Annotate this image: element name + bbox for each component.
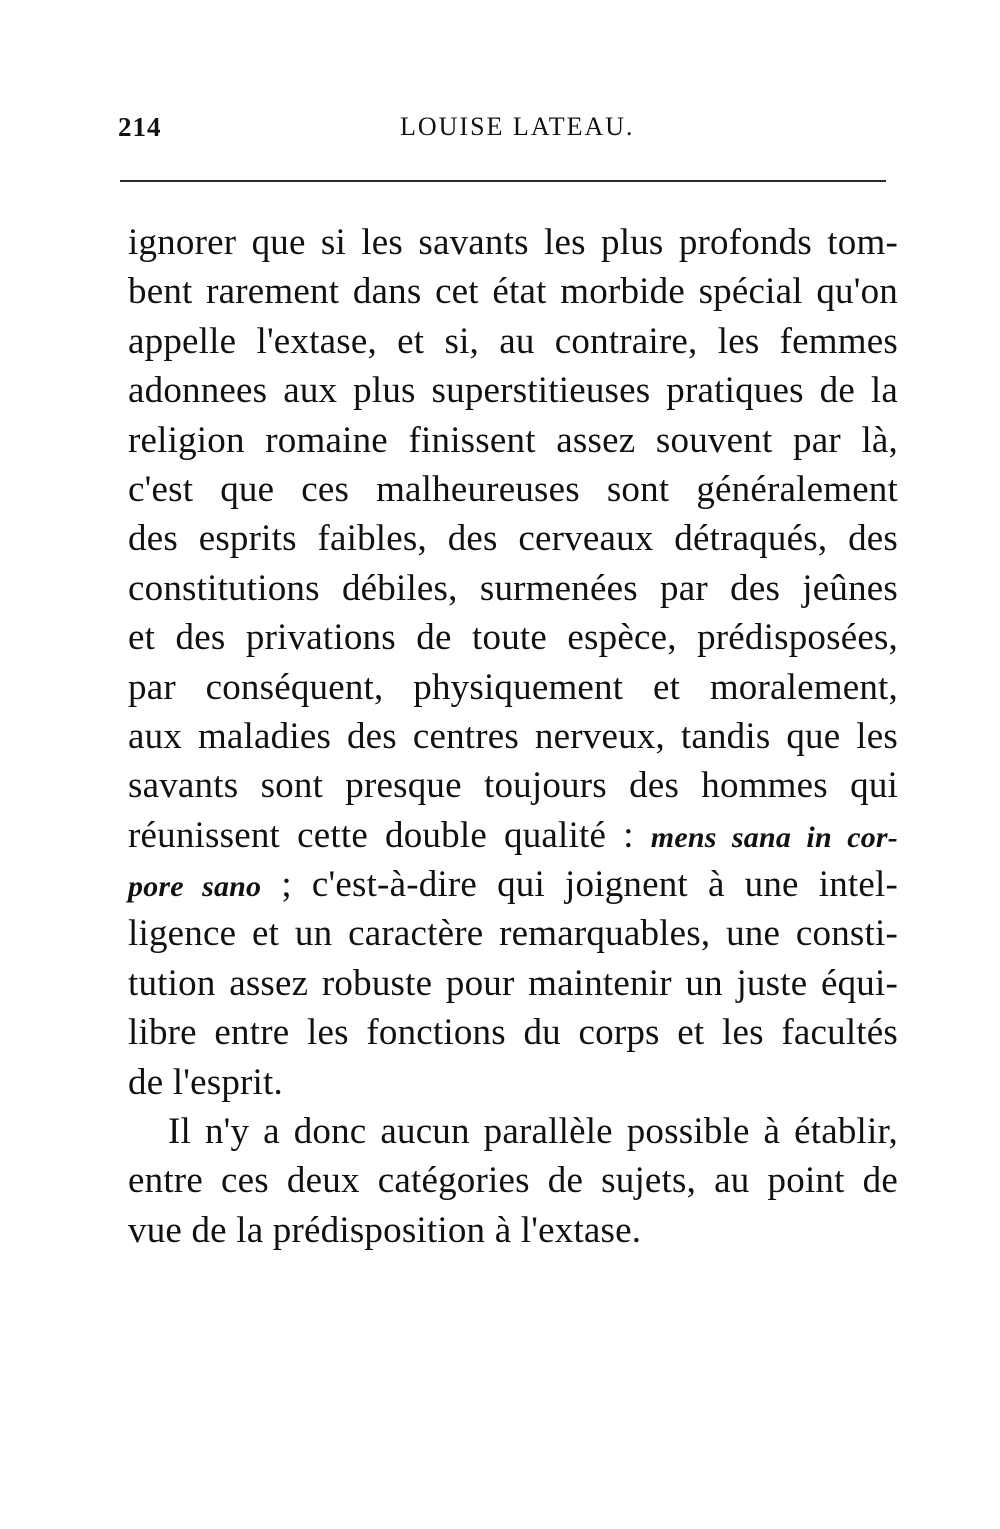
text-line: de l'esprit. xyxy=(128,1061,283,1103)
text-line: appelle l'extase, et si, au contraire, les femmes xyxy=(128,320,898,362)
text-line-with-latin xyxy=(128,811,898,860)
text-line: religion romaine finissent assez souvent par là, xyxy=(128,419,898,461)
latin-phrase: mens sana in cor- xyxy=(650,820,898,854)
text-line: vue de la prédisposition à l'extase. xyxy=(128,1209,642,1251)
text-line: constitutions débiles, surmenées par des jeûnes xyxy=(128,567,898,609)
text-line: Il n'y a donc aucun parallèle possible à établir, xyxy=(168,1111,898,1153)
text-line: libre entre les fonctions du corps et les facultés xyxy=(128,1012,898,1054)
text-line: c'est que ces malheureuses sont généralement xyxy=(128,468,898,510)
text-line: tution assez robuste pour maintenir un juste équi- xyxy=(128,962,898,1004)
text-segment: réunissent cette double qualité : xyxy=(128,814,651,856)
text-line: adonnees aux plus superstitieuses pratiques de la xyxy=(128,370,898,412)
text-line: des esprits faibles, des cerveaux détraqués, des xyxy=(128,518,898,560)
text-segment: ; c'est-à-dire qui joignent à une intel- xyxy=(261,864,898,906)
text-line: ignorer que si les savants les plus profonds tom- xyxy=(128,222,898,263)
text-line: entre ces deux catégories de sujets, au point de xyxy=(128,1160,898,1202)
latin-phrase: pore sano xyxy=(128,870,262,904)
text-line: savants sont presque toujours des hommes qui xyxy=(128,765,898,807)
body-text xyxy=(128,218,898,1255)
running-head: LOUISE LATEAU. xyxy=(400,112,635,141)
text-line: aux maladies des centres nerveux, tandis que les xyxy=(128,715,898,757)
header-rule xyxy=(120,180,886,182)
page-number: 214 xyxy=(118,112,162,142)
text-line: par conséquent, physiquement et moralement, xyxy=(128,666,898,708)
text-line-with-latin xyxy=(128,860,898,909)
text-line: bent rarement dans cet état morbide spécial qu'on xyxy=(128,271,898,313)
text-line: et des privations de toute espèce, prédisposées, xyxy=(128,617,898,659)
text-line: ligence et un caractère remarquables, une consti- xyxy=(128,913,898,955)
